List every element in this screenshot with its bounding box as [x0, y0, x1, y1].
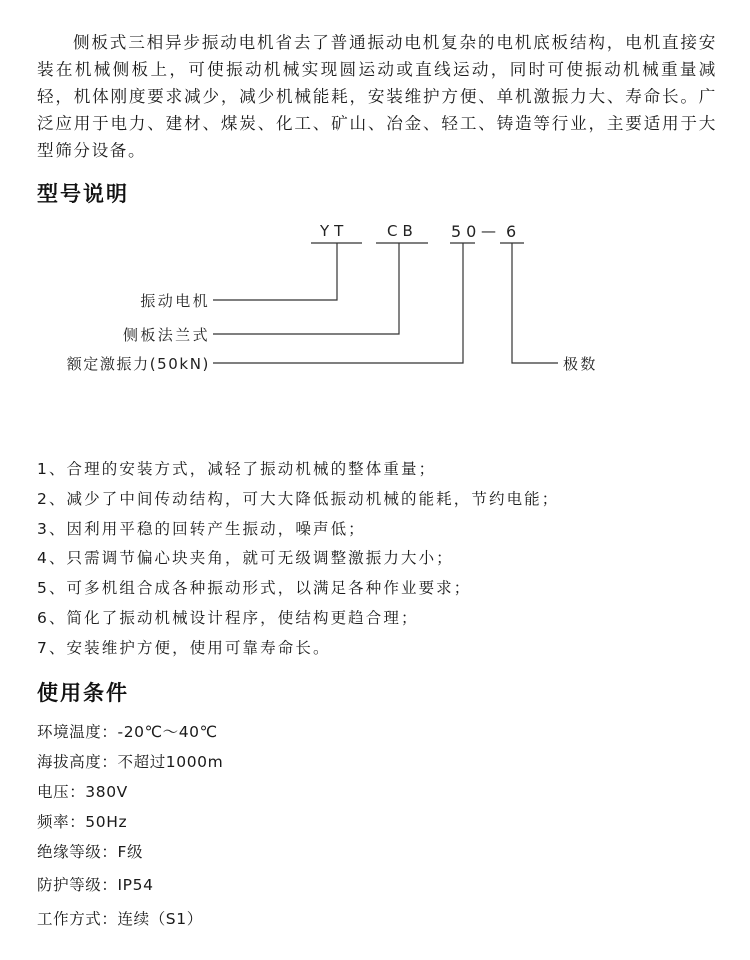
feature-item: 2、减少了中间传动结构，可大大降低振动机械的能耗，节约电能；	[37, 489, 560, 508]
code-poles: 6	[506, 222, 522, 241]
code-cb: CB	[387, 222, 418, 240]
conditions-section-title: 使用条件	[37, 681, 129, 705]
cb-leader	[213, 243, 399, 334]
label-vibration-motor: 振动电机	[140, 292, 210, 310]
poles-leader	[512, 243, 558, 363]
condition-insulation: 绝缘等级：F级	[37, 843, 144, 861]
feature-item: 7、安装维护方便，使用可靠寿命长。	[37, 638, 331, 657]
code-force: 50	[451, 222, 482, 241]
force-leader	[213, 243, 463, 363]
condition-temperature: 环境温度：-20℃～40℃	[37, 723, 218, 741]
feature-list	[37, 455, 559, 664]
yt-leader	[213, 243, 337, 300]
label-poles: 极数	[563, 355, 598, 373]
condition-protection: 防护等级：IP54	[37, 876, 154, 894]
code-dash: —	[481, 222, 496, 240]
feature-item: 4、只需调节偏心块夹角，就可无级调整激振力大小；	[37, 549, 454, 568]
feature-item: 1、合理的安装方式，减轻了振动机械的整体重量；	[37, 460, 437, 478]
code-yt: YT	[320, 222, 349, 240]
condition-altitude: 海拔高度：不超过1000m	[37, 753, 224, 771]
label-rated-force: 额定激振力(50kN)	[66, 355, 210, 373]
condition-voltage: 电压：380V	[37, 783, 128, 801]
feature-item: 6、简化了振动机械设计程序，使结构更趋合理；	[37, 608, 419, 627]
intro-paragraph: 侧板式三相异步振动电机省去了普通振动电机复杂的电机底板结构，电机直接安装在机械侧板上，可使振动机械实现圆运动或直线运动，同时可使振动机械重量减轻，机体刚度要求减少，减少机械能耗，安装维护方便、单机激振力大、寿命长。广泛应用于电力、建材、煤炭、化工、矿山、冶金、轻工、铸造等行业，主要适用于大型筛分设备。	[37, 33, 717, 160]
condition-duty: 工作方式：连续（S1）	[37, 910, 203, 928]
label-side-flange: 侧板法兰式	[122, 326, 210, 344]
feature-item: 3、因利用平稳的回转产生振动，噪声低；	[37, 519, 366, 538]
model-section-title: 型号说明	[37, 182, 129, 206]
feature-item: 5、可多机组合成各种振动形式，以满足各种作业要求；	[37, 579, 472, 598]
model-diagram-lines	[0, 0, 750, 400]
condition-frequency: 频率：50Hz	[37, 813, 128, 831]
